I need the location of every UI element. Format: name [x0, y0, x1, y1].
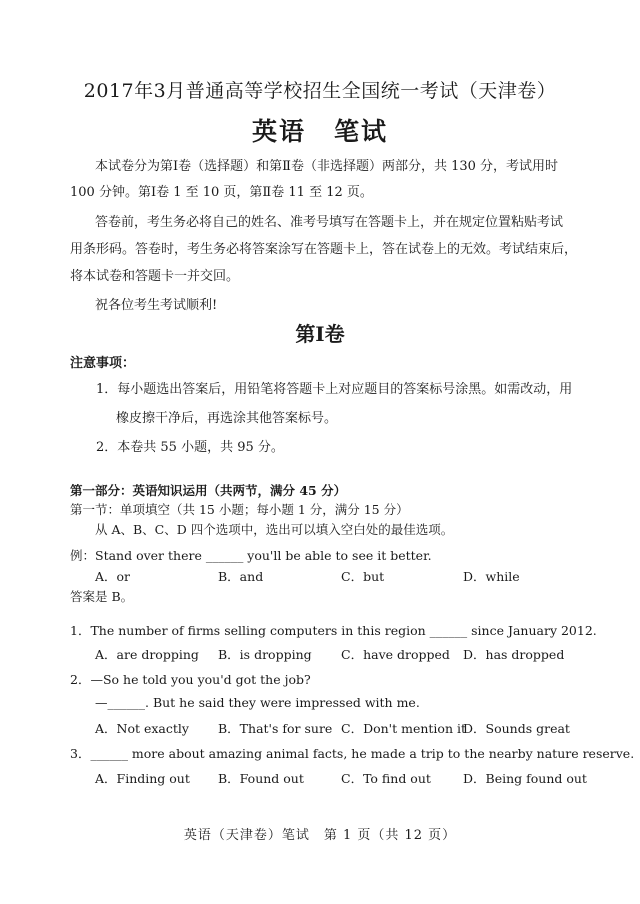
subject-name: 英语 — [251, 117, 306, 146]
subsection-heading: 第一节：单项填空（共 15 小题；每小题 1 分，满分 15 分） — [70, 502, 409, 517]
exam-title: 2017年3月普通高等学校招生全国统一考试（天津卷） — [83, 80, 557, 102]
intro-paragraph-3: 祝各位考生考试顺利! — [95, 298, 218, 313]
section-title: 第Ⅰ卷 — [295, 322, 345, 346]
example-option-c: C．but — [341, 569, 385, 584]
question-2-option-d: D．Sounds great — [463, 721, 570, 736]
example-answer: 答案是 B。 — [70, 589, 134, 604]
question-1-option-c: C．have dropped — [341, 647, 450, 662]
question-1-option-d: D．has dropped — [463, 647, 565, 662]
question-3-option-a: A．Finding out — [95, 771, 190, 786]
intro-paragraph-1-line-1: 本试卷分为第Ⅰ卷（选择题）和第Ⅱ卷（非选择题）两部分，共 130 分，考试用时 — [95, 159, 559, 174]
intro-paragraph-2-line-3: 将本试卷和答题卡一并交回。 — [70, 269, 240, 284]
subject-title — [0, 112, 640, 148]
question-2-option-a: A．Not exactly — [95, 721, 189, 736]
note-2: 2．本卷共 55 小题，共 95 分。 — [96, 440, 284, 455]
instruction-text: 从 A、B、C、D 四个选项中，选出可以填入空白处的最佳选项。 — [95, 522, 454, 537]
example-stem: 例：Stand over there ______ you'll be able to see it better. — [70, 548, 432, 563]
question-1-stem: 1．The number of firms selling computers in this region ______ since January 2012. — [70, 623, 597, 638]
question-2-stem-reply: —______. But he said they were impressed with me. — [95, 695, 420, 710]
intro-paragraph-2-line-1: 答卷前，考生务必将自己的姓名、准考号填写在答题卡上，并在规定位置粘贴考试 — [95, 215, 564, 230]
question-1-option-a: A．are dropping — [95, 647, 199, 662]
intro-paragraph-2-line-2: 用条形码。答卷时，考生务必将答案涂写在答题卡上，答在试卷上的无效。考试结束后， — [70, 242, 578, 257]
note-1-line-2: 橡皮擦干净后，再选涂其他答案标号。 — [116, 411, 338, 426]
question-2-option-c: C．Don't mention it — [341, 721, 466, 736]
part-1-heading: 第一部分：英语知识运用（共两节，满分 45 分） — [70, 483, 347, 498]
question-3-option-c: C．To find out — [341, 771, 431, 786]
question-3-option-d: D．Being found out — [463, 771, 587, 786]
question-1-option-b: B．is dropping — [218, 647, 312, 662]
question-2-option-b: B．That's for sure — [218, 721, 333, 736]
paper-type: 笔试 — [334, 117, 389, 146]
question-3-stem: 3．______ more about amazing animal facts, he made a trip to the nearby nature reserve. — [70, 746, 635, 761]
example-option-b: B．and — [218, 569, 264, 584]
page-footer: 英语（天津卷）笔试 第 1 页（共 12 页） — [183, 828, 457, 843]
question-3-option-b: B．Found out — [218, 771, 304, 786]
question-2-stem: 2．—So he told you you'd got the job? — [70, 672, 311, 687]
note-1-line-1: 1．每小题选出答案后，用铅笔将答题卡上对应题目的答案标号涂黑。如需改动，用 — [96, 382, 573, 397]
example-option-d: D．while — [463, 569, 520, 584]
intro-paragraph-1-line-2: 100 分钟。第Ⅰ卷 1 至 10 页，第Ⅱ卷 11 至 12 页。 — [70, 185, 373, 200]
notes-heading: 注意事项： — [70, 356, 136, 371]
example-option-a: A．or — [95, 569, 131, 584]
